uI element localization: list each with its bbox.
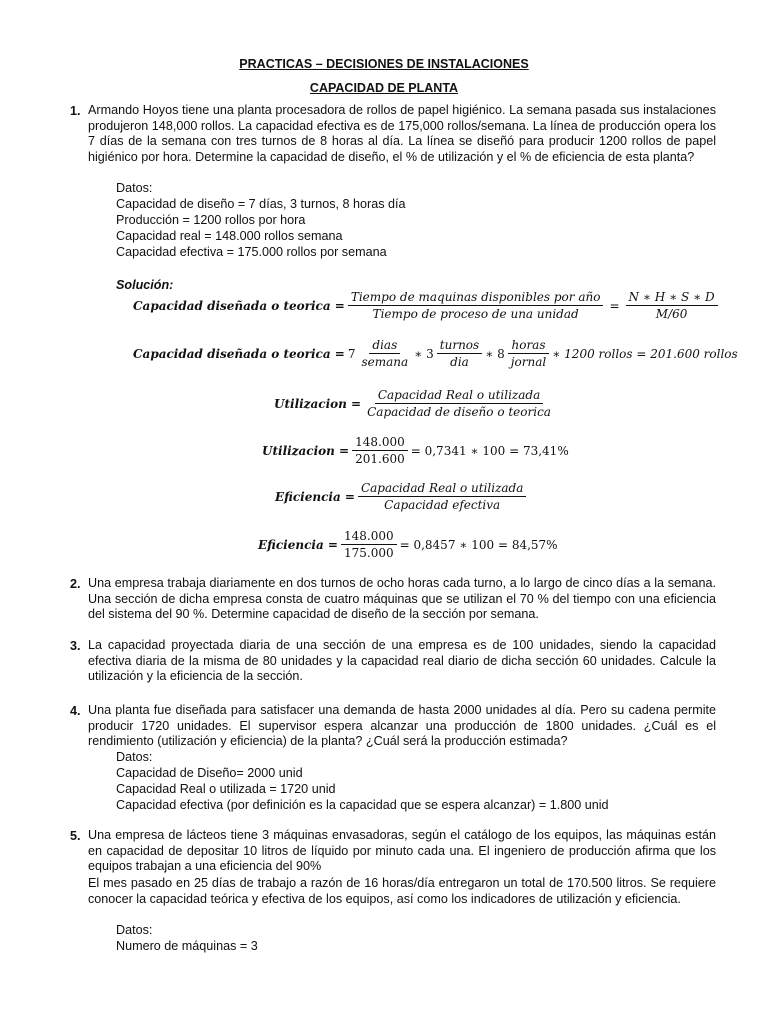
eq3-denominator: Capacidad de diseño o teorica — [367, 405, 551, 419]
problem-4-datos-label: Datos: — [116, 750, 153, 764]
eq2-fraction-shifts — [437, 338, 482, 369]
problem-4-text: Una planta fue diseñada para satisfacer una demanda de hasta 2000 unidades al día. Pero su cadena permite producir 1720 unidades. El supervisor espera alcanzar una producción de 1800 unidades. ¿Cuál es el rendimiento (utilización y eficiencia) de la planta? ¿Cuál será la producción estimada? — [88, 703, 716, 749]
eq4-fraction — [352, 435, 408, 466]
eq1-fraction — [348, 290, 604, 321]
eq2-fraction-hours — [508, 338, 549, 369]
eq1-denominator-2: M/60 — [655, 307, 688, 321]
eq4-lhs: Utilizacion = — [262, 443, 350, 458]
eq2-result: ∗ 1200 rollos = 201.600 rollos — [552, 346, 738, 361]
eq3-numerator: Capacidad Real o utilizada — [375, 388, 543, 404]
eq3-fraction — [364, 388, 554, 419]
eq2-denominator: dia — [450, 355, 469, 369]
problem-4-number: 4. — [70, 704, 81, 718]
problem-2-text: Una empresa trabaja diariamente en dos turnos de ocho horas cada turno, a lo largo de cinco días a la semana. Una sección de dicha empresa consta de cuatro máquinas que se utilizan el 70 % del tiempo con una eficiencia del sistema del 90 %. Determine capacidad de diseño de la sección por semana. — [88, 576, 716, 622]
equation-design-capacity — [133, 290, 721, 321]
eq6-numerator: 148.000 — [341, 529, 397, 545]
problem-5-datos-label: Datos: — [116, 923, 153, 937]
equation-utilization-calc — [262, 435, 569, 466]
problem-4-dato: Capacidad Real o utilizada = 1720 unid — [116, 782, 336, 796]
eq2-factor-days: 7 — [347, 346, 356, 361]
problem-1-text: Armando Hoyos tiene una planta procesadora de rollos de papel higiénico. La semana pasada sus instalaciones produjeron 148,000 rollos. La capacidad efectiva es de 175,000 rollos/semana. La línea de producción opera los 7 días de la semana con tres turnos de 8 horas al día. La línea se diseñó para producir 1200 rollos de papel higiénico por hora. Determine la capacidad de diseño, el % de utilización y el % de eficiencia de esta planta? — [88, 103, 716, 164]
eq2-denominator: semana — [361, 355, 409, 369]
eq2-denominator: jornal — [510, 355, 547, 369]
problem-1-datos-label: Datos: — [116, 181, 153, 195]
page-subtitle: CAPACIDAD DE PLANTA — [309, 81, 459, 95]
problem-2-number: 2. — [70, 577, 81, 591]
eq2-factor-hours: ∗ 8 — [485, 346, 505, 361]
problem-3-number: 3. — [70, 639, 81, 653]
equation-efficiency-calc — [258, 529, 558, 560]
eq6-denominator: 175.000 — [343, 546, 394, 560]
eq4-result: = 0,7341 ∗ 100 = 73,41% — [410, 443, 569, 458]
eq6-lhs: Eficiencia = — [258, 537, 338, 552]
problem-4-dato: Capacidad de Diseño= 2000 unid — [116, 766, 303, 780]
equation-design-capacity-calc — [133, 338, 738, 369]
eq6-fraction — [341, 529, 397, 560]
eq2-fraction-days — [358, 338, 411, 369]
problem-5-number: 5. — [70, 829, 81, 843]
problem-5-text: Una empresa de lácteos tiene 3 máquinas envasadoras, según el catálogo de los equipos, las máquinas están en capacidad de depositar 10 litros de líquido por minuto cada una. El ingeniero de producción afirma que los equipos trabajan a una eficiencia del 90% — [88, 828, 716, 874]
eq1-fraction-2 — [626, 290, 718, 321]
solution-label: Solución: — [116, 278, 174, 292]
problem-1-dato: Capacidad real = 148.000 rollos semana — [116, 229, 343, 243]
eq1-numerator-2: N ∗ H ∗ S ∗ D — [626, 290, 718, 306]
problem-5-text-2: El mes pasado en 25 días de trabajo a razón de 16 horas/día entregaron un total de 170.500 litros. Se requiere conocer la capacidad teórica y efectiva de los equipos, así como los indicadores de utilización y eficiencia. — [88, 876, 716, 906]
problem-1-dato: Producción = 1200 rollos por hora — [116, 213, 306, 227]
equation-utilization — [274, 388, 557, 419]
eq4-numerator: 148.000 — [352, 435, 408, 451]
problem-3-text: La capacidad proyectada diaria de una sección de una empresa es de 100 unidades, siendo la capacidad efectiva diaria de la misma de 80 unidades y la capacidad real diario de dicha sección 60 unidades. Calcule la utilización y la eficiencia de la sección. — [88, 638, 716, 684]
eq6-result: = 0,8457 ∗ 100 = 84,57% — [399, 537, 558, 552]
problem-1-number: 1. — [70, 104, 81, 118]
eq1-equals: = — [609, 298, 620, 313]
eq4-denominator: 201.600 — [355, 452, 405, 466]
eq5-lhs: Eficiencia = — [275, 489, 355, 504]
eq5-fraction — [358, 481, 526, 512]
eq5-denominator: Capacidad efectiva — [384, 498, 501, 512]
equation-efficiency — [275, 481, 529, 512]
eq2-numerator: horas — [508, 338, 548, 354]
problem-1-dato: Capacidad efectiva = 175.000 rollos por semana — [116, 245, 387, 259]
eq2-factor-shifts: ∗ 3 — [414, 346, 434, 361]
problem-1-dato: Capacidad de diseño = 7 días, 3 turnos, 8 horas día — [116, 197, 406, 211]
eq1-lhs: Capacidad diseñada o teorica = — [133, 298, 345, 313]
eq1-numerator: Tiempo de maquinas disponibles por año — [348, 290, 604, 306]
page-title: PRACTICAS – DECISIONES DE INSTALACIONES — [239, 57, 529, 71]
problem-5-dato: Numero de máquinas = 3 — [116, 939, 258, 953]
eq3-lhs: Utilizacion = — [274, 396, 362, 411]
eq2-numerator: turnos — [437, 338, 482, 354]
eq2-lhs: Capacidad diseñada o teorica = — [133, 346, 345, 361]
problem-4-dato: Capacidad efectiva (por definición es la capacidad que se espera alcanzar) = 1.800 unid — [116, 798, 609, 812]
eq5-numerator: Capacidad Real o utilizada — [358, 481, 526, 497]
eq2-numerator: dias — [369, 338, 400, 354]
eq1-denominator: Tiempo de proceso de una unidad — [372, 307, 579, 321]
